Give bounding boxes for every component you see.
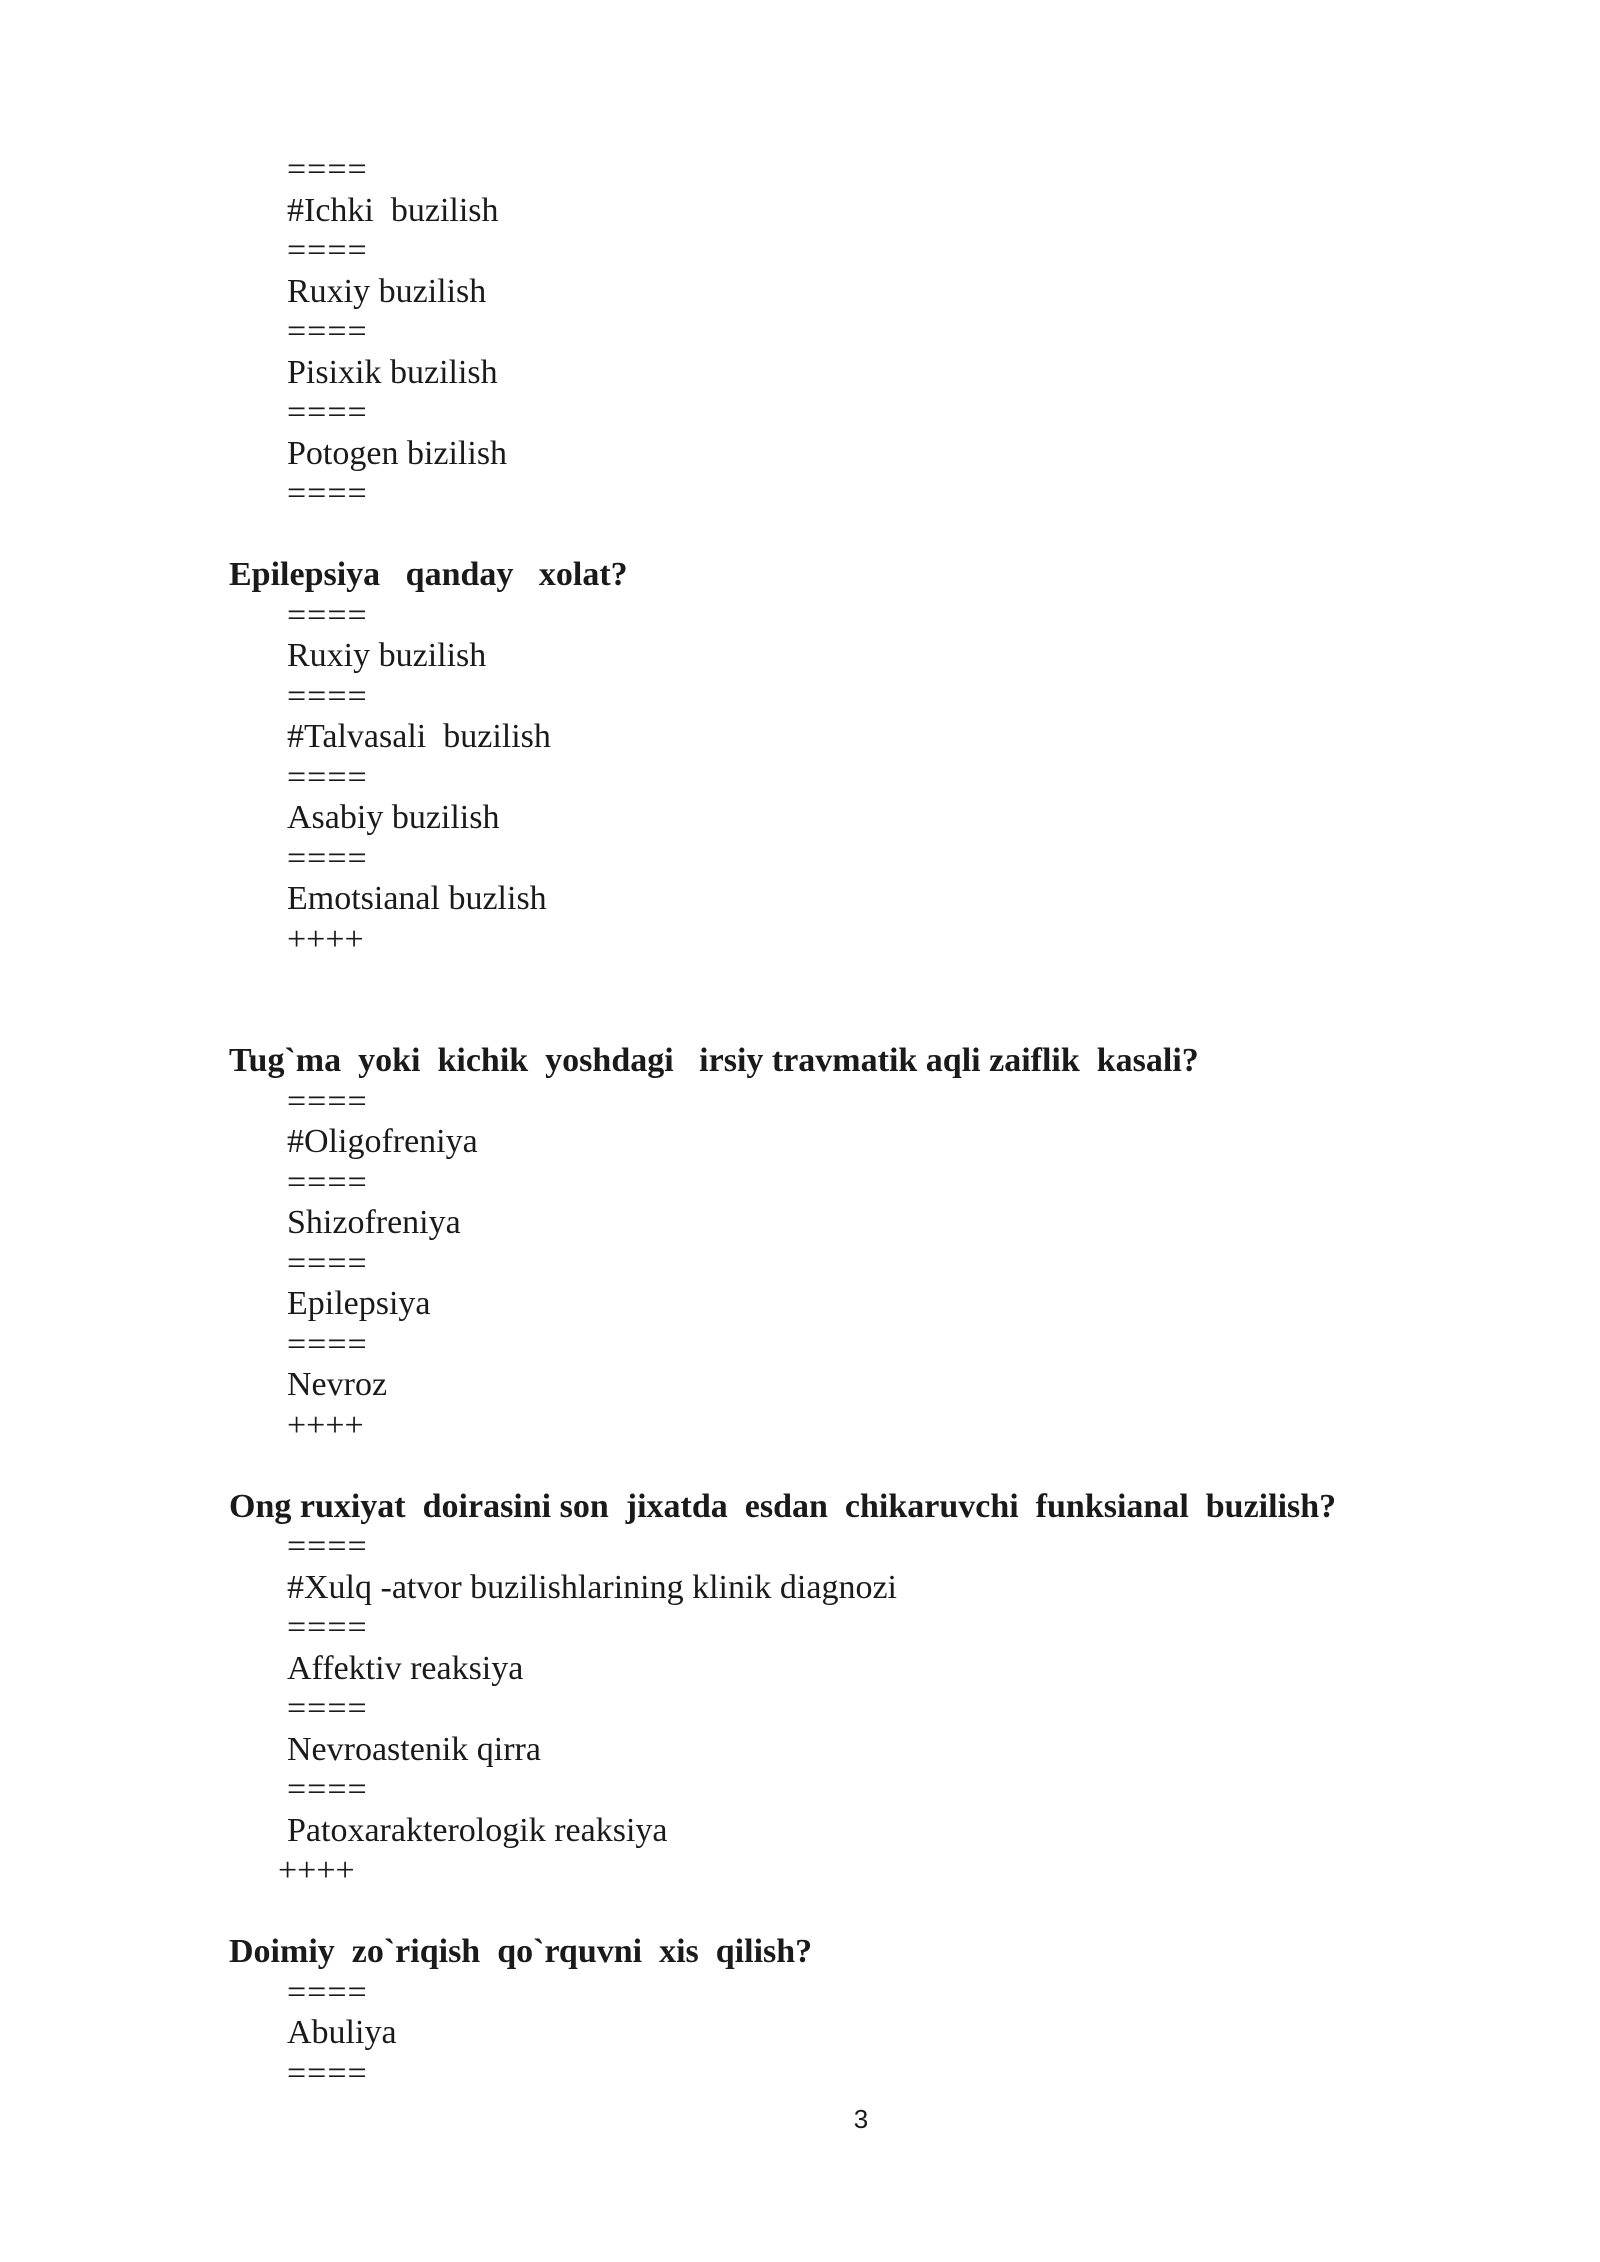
question-end-marker: ++++ [287, 1406, 364, 1444]
answer-option: Ruxiy buzilish [287, 272, 487, 310]
answer-option: Shizofreniya [287, 1204, 461, 1241]
answer-option: Nevroz [287, 1366, 388, 1403]
option-separator: ==== [287, 151, 368, 188]
option-separator: ==== [287, 1082, 368, 1120]
answer-option: Ruxiy buzilish [287, 637, 487, 674]
option-separator: ==== [287, 1690, 368, 1727]
question-text: Epilepsiya qanday xolat? [229, 556, 628, 593]
option-separator: ==== [287, 758, 368, 796]
spacer [229, 960, 1429, 1041]
answer-option: Epilepsiya [287, 1285, 431, 1322]
spacer [229, 1892, 1429, 1933]
option-separator: ==== [287, 2054, 368, 2092]
option-separator: ==== [287, 677, 368, 715]
answer-option: #Xulq -atvor buzilishlarining klinik diagnozi [287, 1568, 898, 1606]
answer-option: #Ichki buzilish [287, 191, 499, 229]
option-separator: ==== [287, 232, 368, 269]
answer-option: Nevroastenik qirra [287, 1730, 541, 1768]
spacer [229, 1446, 1429, 1487]
question-text: Doimiy zo`riqish qo`rquvni xis qilish? [229, 1933, 813, 1970]
answer-option: Pisixik buzilish [287, 353, 498, 391]
option-separator: ==== [287, 475, 368, 512]
option-separator: ==== [287, 394, 368, 431]
spacer [229, 515, 1429, 556]
page-number: 3 [853, 2104, 869, 2134]
question-end-marker: ++++ [287, 920, 364, 958]
answer-option: Potogen bizilish [287, 434, 508, 472]
answer-option: #Talvasali buzilish [287, 718, 551, 755]
question-end-marker: ++++ [278, 1852, 355, 1889]
option-separator: ==== [287, 1325, 368, 1363]
option-separator: ==== [287, 596, 368, 634]
answer-option: Patoxarakterologik reaksiya [287, 1811, 668, 1849]
option-separator: ==== [287, 1973, 368, 2011]
option-separator: ==== [287, 839, 368, 877]
answer-option: #Oligofreniya [287, 1123, 478, 1160]
option-separator: ==== [287, 1771, 368, 1808]
answer-option: Emotsianal buzlish [287, 880, 547, 917]
answer-option: Asabiy buzilish [287, 799, 500, 836]
option-separator: ==== [287, 313, 368, 350]
option-separator: ==== [287, 1609, 368, 1646]
answer-option: Abuliya [287, 2014, 397, 2051]
answer-option: Affektiv reaksiya [287, 1649, 524, 1687]
question-text: Ong ruxiyat doirasini son jixatda esdan chikaruvchi funksianal buzilish? [229, 1487, 1337, 1525]
option-separator: ==== [287, 1244, 368, 1282]
question-text: Tug`ma yoki kichik yoshdagi irsiy travmatik aqli zaiflik kasali? [229, 1042, 1199, 1079]
test-content [229, 150, 1429, 2094]
option-separator: ==== [287, 1163, 368, 1201]
option-separator: ==== [287, 1528, 368, 1565]
